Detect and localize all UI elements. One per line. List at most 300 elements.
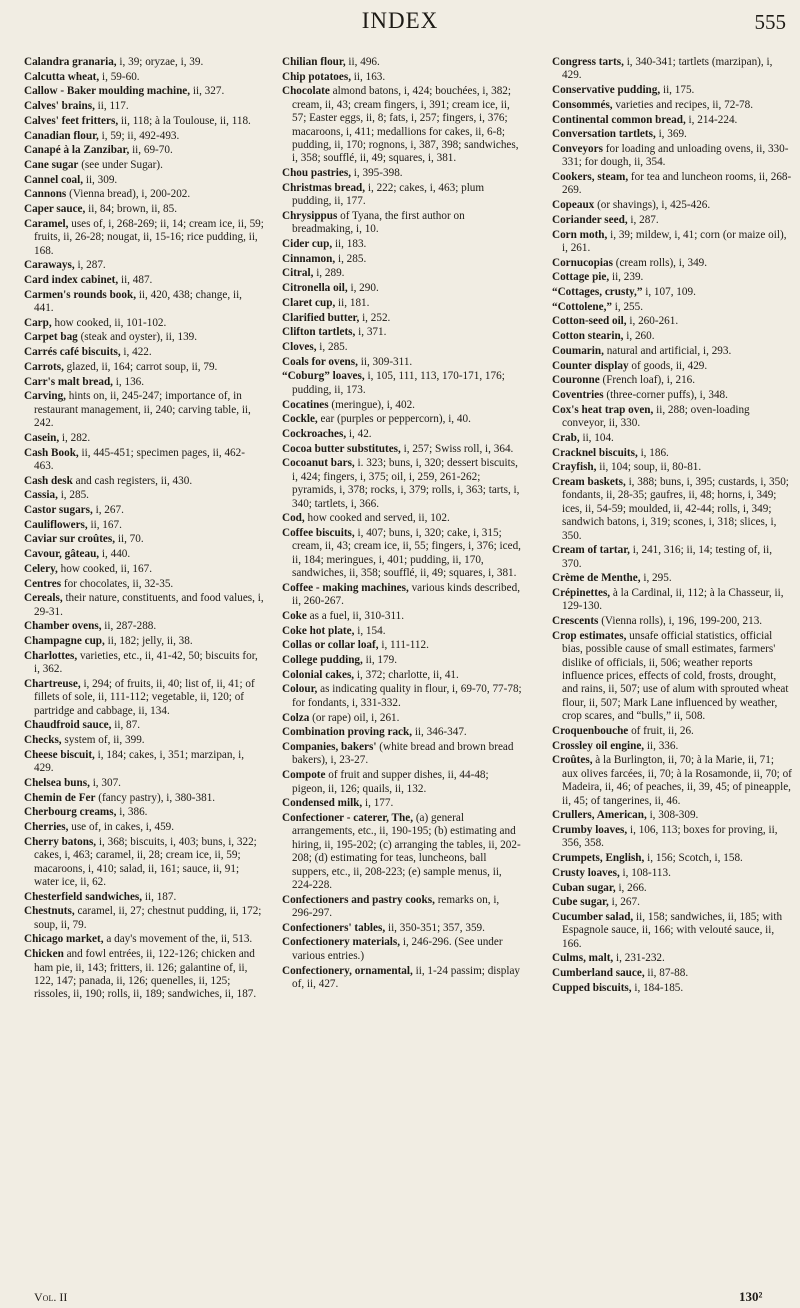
entry-headword: Colza bbox=[282, 711, 310, 724]
entry-references: ii, 179. bbox=[362, 654, 398, 667]
index-entry bbox=[282, 326, 522, 339]
entry-references: varieties and recipes, ii, 72-78. bbox=[612, 98, 754, 111]
index-entry bbox=[282, 167, 522, 180]
entry-headword: Cox's heat trap oven, bbox=[552, 403, 654, 416]
entry-headword: Chamber ovens, bbox=[24, 620, 102, 633]
index-entry bbox=[24, 130, 264, 143]
entry-references: for chocolates, ii, 32-35. bbox=[61, 577, 174, 590]
entry-headword: Cannons bbox=[24, 188, 67, 201]
index-entry bbox=[24, 100, 264, 113]
entry-references: of goods, ii, 429. bbox=[628, 359, 708, 372]
entry-references: i, 395-398. bbox=[351, 167, 403, 180]
entry-headword: Crayfish, bbox=[552, 461, 597, 474]
entry-headword: Coriander seed, bbox=[552, 213, 628, 226]
entry-references: (steak and oyster), ii, 139. bbox=[77, 331, 198, 344]
entry-references: of fruit and supper dishes, ii, 44-48; pigeon, ii, 126; quails, ii, 132. bbox=[292, 769, 489, 795]
entry-references: à la Burlington, ii, 70; à la Marie, ii, 71; aux olives farcées, ii, 70; à la Rosamonde, ii, 70; of Madeira, ii, 46; of peaches, ii, 39, 45; of pineapple, ii, 45; of tangerines, ii, 46. bbox=[562, 754, 792, 807]
index-entry bbox=[24, 563, 264, 576]
entry-headword: Chartreuse, bbox=[24, 677, 81, 690]
index-entry bbox=[552, 199, 792, 212]
index-entry bbox=[552, 301, 792, 314]
entry-references: ii, 104; soup, ii, 80-81. bbox=[596, 461, 702, 474]
index-entry bbox=[24, 361, 264, 374]
index-column-3 bbox=[552, 56, 792, 997]
entry-headword: Chesterfield sandwiches, bbox=[24, 890, 143, 903]
entry-headword: Calves' brains, bbox=[24, 100, 95, 113]
entry-headword: Celery, bbox=[24, 562, 58, 575]
index-entry bbox=[552, 128, 792, 141]
index-entry bbox=[24, 203, 264, 216]
index-entry bbox=[24, 620, 264, 633]
entry-headword: Chilian flour, bbox=[282, 56, 346, 68]
index-entry bbox=[24, 905, 264, 932]
index-entry bbox=[24, 218, 264, 258]
entry-headword: Coumarin, bbox=[552, 344, 604, 357]
index-entry bbox=[282, 639, 522, 652]
entry-headword: Coffee - making machines, bbox=[282, 581, 409, 594]
index-entry bbox=[282, 582, 522, 609]
entry-headword: Confectioners and pastry cooks, bbox=[282, 893, 435, 906]
index-entry bbox=[282, 625, 522, 638]
index-entry bbox=[24, 836, 264, 890]
entry-headword: Caviar sur croûtes, bbox=[24, 533, 116, 546]
index-entry bbox=[552, 911, 792, 951]
entry-headword: Cumberland sauce, bbox=[552, 967, 645, 980]
entry-headword: Companies, bakers' bbox=[282, 741, 377, 753]
entry-headword: Carp, bbox=[24, 316, 52, 329]
index-entry bbox=[552, 286, 792, 299]
entry-references: ii, 84; brown, ii, 85. bbox=[85, 203, 178, 216]
entry-references: i, 136. bbox=[112, 375, 145, 388]
index-entry bbox=[24, 115, 264, 128]
entry-headword: Carrés café biscuits, bbox=[24, 346, 121, 359]
index-entry bbox=[24, 678, 264, 718]
index-entry bbox=[24, 144, 264, 157]
entry-references: ii, 420, 438; change, ii, 441. bbox=[34, 288, 242, 315]
index-entry bbox=[24, 792, 264, 805]
entry-headword: Chrysippus bbox=[282, 209, 338, 222]
index-entry bbox=[24, 376, 264, 389]
entry-references: ii, 183. bbox=[332, 238, 367, 251]
entry-references: (see under Sugar). bbox=[78, 158, 163, 171]
entry-references: ii, 1-24 passim; display of, ii, 427. bbox=[292, 964, 521, 990]
entry-headword: Chaudfroid sauce, bbox=[24, 719, 112, 732]
entry-references: i, 241, 316; ii, 14; testing of, ii, 370. bbox=[562, 544, 773, 570]
entry-references: i, 222; cakes, i, 463; plum pudding, ii, 177. bbox=[292, 181, 485, 208]
index-entry bbox=[24, 390, 264, 430]
entry-references: ii, 487. bbox=[118, 273, 153, 286]
index-entry bbox=[552, 952, 792, 965]
entry-headword: “Cottolene,” bbox=[552, 300, 612, 313]
entry-headword: Culms, malt, bbox=[552, 952, 614, 965]
entry-headword: Cannel coal, bbox=[24, 173, 84, 186]
entry-references: i, 407; buns, i, 320; cake, i, 315; cream, ii, 43; cream ice, ii, 55; fingers, i, 376; iced, ii, 184; meringues, i, 401; pudding, ii, 170, sandwiches, ii, 358; soufflé, ii, 49; squares, i, 381. bbox=[292, 526, 521, 580]
entry-references: uses of, i, 268-269; ii, 14; cream ice, ii, 59; fruits, ii, 26-28; nougat, ii, 15-16; rice pudding, ii, 168. bbox=[34, 217, 264, 257]
entry-references: i, 388; buns, i, 395; custards, i, 350; fondants, ii, 28-35; gaufres, ii, 48; horns, i, 349; ices, ii, 54-59; moulded, ii, 42-44; rolls, i, 349; sandwich batons, i, 319; scones, i, 318; slices, i, 350. bbox=[562, 475, 789, 542]
entry-references: ii, 104. bbox=[579, 431, 614, 444]
entry-references: system of, ii, 399. bbox=[61, 734, 145, 747]
index-entry bbox=[24, 891, 264, 904]
index-entry bbox=[24, 174, 264, 187]
entry-headword: Charlottes, bbox=[24, 649, 78, 662]
index-entry bbox=[24, 777, 264, 790]
entry-headword: Cockroaches, bbox=[282, 427, 347, 440]
entry-headword: Carr's malt bread, bbox=[24, 375, 113, 388]
entry-headword: Chicago market, bbox=[24, 933, 104, 946]
entry-references: as indicating quality in flour, i, 69-70, 77-78; for fondants, i, 331-332. bbox=[292, 683, 522, 709]
entry-headword: Crab, bbox=[552, 431, 580, 444]
index-entry bbox=[24, 548, 264, 561]
entry-headword: Cotton stearin, bbox=[552, 330, 624, 343]
entry-references: à la Cardinal, ii, 112; à la Chasseur, ii, 129-130. bbox=[562, 587, 784, 613]
entry-headword: Cracknel biscuits, bbox=[552, 446, 638, 459]
index-entry bbox=[282, 741, 522, 768]
entry-headword: Checks, bbox=[24, 734, 62, 747]
index-entry bbox=[552, 171, 792, 198]
index-entry bbox=[552, 447, 792, 460]
index-entry bbox=[24, 56, 264, 69]
entry-references: i, 386. bbox=[116, 806, 148, 819]
entry-headword: Centres bbox=[24, 577, 62, 590]
entry-references: of Tyana, the first author on breadmaking, i, 10. bbox=[292, 209, 465, 236]
index-entry bbox=[552, 476, 792, 543]
index-entry bbox=[282, 210, 522, 237]
index-entry bbox=[282, 512, 522, 525]
entry-headword: Casein, bbox=[24, 431, 60, 444]
entry-headword: Colonial cakes, bbox=[282, 668, 355, 681]
entry-references: ii, 327. bbox=[190, 85, 225, 98]
entry-headword: Caraways, bbox=[24, 259, 75, 272]
entry-references: (cream rolls), i, 349. bbox=[612, 256, 708, 269]
entry-references: ii, 163. bbox=[351, 70, 386, 83]
entry-references: i, 252. bbox=[359, 311, 391, 324]
index-column-1 bbox=[24, 56, 264, 1003]
entry-headword: Citral, bbox=[282, 267, 314, 280]
entry-headword: Coventries bbox=[552, 388, 604, 401]
entry-references: i, 39; mildew, i, 41; corn (or maize oil), i, 261. bbox=[562, 228, 787, 254]
index-entry bbox=[552, 852, 792, 865]
entry-references: i, 260-261. bbox=[626, 315, 679, 328]
entry-headword: Cane sugar bbox=[24, 158, 79, 171]
entry-references: i, 154. bbox=[354, 624, 386, 637]
entry-references: (French loaf), i, 216. bbox=[599, 374, 696, 387]
entry-references: ii, 309-311. bbox=[357, 355, 413, 368]
index-entry bbox=[24, 274, 264, 287]
entry-references: ii, 181. bbox=[335, 296, 370, 309]
entry-references: i, 295. bbox=[640, 572, 672, 585]
entry-references: ii, 336. bbox=[644, 739, 679, 752]
entry-headword: Cocoa butter substitutes, bbox=[282, 442, 401, 455]
entry-headword: Cupped biscuits, bbox=[552, 981, 632, 994]
entry-headword: Chemin de Fer bbox=[24, 791, 96, 804]
index-entry bbox=[24, 432, 264, 445]
index-entry bbox=[282, 85, 522, 165]
index-entry bbox=[282, 56, 522, 69]
entry-headword: Croquenbouche bbox=[552, 725, 629, 737]
entry-references: ii, 167. bbox=[87, 518, 122, 531]
signature-mark: 130² bbox=[739, 1289, 763, 1304]
entry-references: i, 294; of fruits, ii, 40; list of, ii, 41; of fillets of sole, ii, 111-112; vegetable, ii, 120; of partridge and cabbage, ii, 134. bbox=[34, 677, 255, 717]
index-entry bbox=[552, 896, 792, 909]
index-entry bbox=[282, 182, 522, 209]
index-entry bbox=[552, 725, 792, 738]
entry-headword: Confectioner - caterer, The, bbox=[282, 811, 414, 824]
entry-references: i, 184-185. bbox=[631, 981, 684, 994]
index-entry bbox=[24, 806, 264, 819]
index-entry bbox=[24, 533, 264, 546]
index-entry bbox=[282, 936, 522, 963]
index-entry bbox=[282, 610, 522, 623]
entry-headword: Cherbourg creams, bbox=[24, 806, 117, 819]
index-entry bbox=[282, 341, 522, 354]
index-entry bbox=[552, 404, 792, 431]
entry-headword: Confectionery materials, bbox=[282, 936, 401, 949]
index-entry bbox=[552, 882, 792, 895]
entry-headword: Crème de Menthe, bbox=[552, 572, 641, 585]
index-entry bbox=[24, 734, 264, 747]
entry-headword: Conversation tartlets, bbox=[552, 128, 656, 141]
entry-headword: “Coburg” loaves, bbox=[282, 370, 365, 383]
volume-label: Vol. II bbox=[34, 1290, 68, 1304]
index-entry bbox=[552, 544, 792, 571]
entry-headword: Cassia, bbox=[24, 489, 58, 502]
entry-headword: Cream of tartar, bbox=[552, 544, 630, 557]
entry-headword: Collas or collar loaf, bbox=[282, 639, 379, 652]
entry-headword: Cocoanut bars, bbox=[282, 457, 355, 470]
entry-references: i, 42. bbox=[346, 427, 372, 440]
entry-references: ii, 175. bbox=[660, 84, 695, 97]
entry-headword: Crop estimates, bbox=[552, 629, 627, 642]
entry-references: i, 289. bbox=[313, 267, 345, 280]
entry-references: i, 285. bbox=[57, 489, 89, 502]
entry-references: i, 260. bbox=[623, 330, 655, 343]
entry-references: ii, 496. bbox=[345, 56, 380, 68]
entry-headword: Calcutta wheat, bbox=[24, 70, 100, 83]
entry-references: ii, 87-88. bbox=[644, 967, 689, 980]
entry-headword: Canapé à la Zanzibar, bbox=[24, 144, 130, 157]
entry-references: ii, 346-347. bbox=[412, 726, 467, 739]
index-entry bbox=[24, 578, 264, 591]
index-columns bbox=[24, 56, 792, 1301]
entry-headword: Combination proving rack, bbox=[282, 726, 413, 739]
index-entry bbox=[24, 504, 264, 517]
entry-headword: Cider cup, bbox=[282, 238, 333, 251]
index-entry bbox=[552, 824, 792, 851]
entry-references: ii, 287-288. bbox=[101, 620, 157, 633]
index-entry bbox=[552, 461, 792, 474]
entry-headword: Calves' feet fritters, bbox=[24, 114, 119, 127]
index-entry bbox=[282, 894, 522, 921]
entry-references: ii, 69-70. bbox=[129, 144, 173, 157]
entry-references: ii, 445-451; specimen pages, ii, 462-463. bbox=[34, 446, 245, 472]
index-entry bbox=[282, 527, 522, 581]
index-entry bbox=[552, 754, 792, 808]
entry-references: of fruit, ii, 26. bbox=[628, 725, 694, 737]
entry-headword: Christmas bread, bbox=[282, 181, 366, 194]
entry-headword: Congress tarts, bbox=[552, 56, 624, 68]
index-entry bbox=[282, 812, 522, 892]
entry-headword: Cherries, bbox=[24, 821, 69, 833]
index-entry bbox=[552, 315, 792, 328]
entry-references: i, 214-224. bbox=[685, 113, 738, 126]
index-entry bbox=[24, 933, 264, 946]
entry-references: i, 105, 111, 113, 170-171, 176; pudding, ii, 173. bbox=[292, 370, 505, 396]
entry-headword: Compote bbox=[282, 769, 326, 782]
entry-headword: Chocolate bbox=[282, 85, 330, 98]
entry-references: how cooked and served, ii, 102. bbox=[304, 512, 450, 525]
entry-headword: Cube sugar, bbox=[552, 896, 609, 909]
index-entry bbox=[282, 71, 522, 84]
entry-headword: “Cottages, crusty,” bbox=[552, 286, 643, 299]
index-entry bbox=[24, 331, 264, 344]
index-entry bbox=[282, 965, 522, 992]
index-entry bbox=[282, 922, 522, 935]
entry-headword: Carving, bbox=[24, 390, 66, 403]
entry-references: (a) general arrangements, etc., ii, 190-195; (b) estimating and hiring, ii, 195-202; (c) arranging the tables, ii, 202-208; (d) estimating for teas, luncheons, ball suppers, etc., ii, 208-223; (e) sample menus, ii, 224-228. bbox=[292, 811, 521, 891]
index-entry bbox=[552, 374, 792, 387]
index-entry bbox=[282, 769, 522, 796]
index-entry bbox=[282, 297, 522, 310]
entry-references: and fowl entrées, ii, 122-126; chicken and ham pie, ii, 143; fritters, ii. 126; galantine of, ii, 122, 147; panada, ii, 126; quenelles, ii, 125; rissoles, ii, 190; rolls, ii, 189; sandwiches, ii, 187. bbox=[34, 948, 257, 1001]
entry-headword: Carmen's rounds book, bbox=[24, 288, 137, 301]
entry-references: (white bread and brown bread bakers), i, 23-27. bbox=[292, 741, 514, 767]
index-entry bbox=[24, 447, 264, 474]
index-entry bbox=[552, 271, 792, 284]
entry-references: almond batons, i, 424; bouchées, i, 382; cream, ii, 43; cream fingers, i, 391; cream ice, ii, 57; Easter eggs, ii, 8; fats, i, 257; fingers, i, 376; macaroons, i, 411; medallions for cakes, ii, 6-8; pudding, ii, 170; rognons, i, 387, 398; sandwiches, i, 358; soufflé, ii, 49; squares, i, 381. bbox=[292, 85, 519, 165]
page-header bbox=[0, 8, 800, 48]
index-entry bbox=[282, 669, 522, 682]
index-entry bbox=[552, 345, 792, 358]
index-entry bbox=[24, 317, 264, 330]
index-entry bbox=[552, 389, 792, 402]
index-entry bbox=[552, 143, 792, 170]
entry-references: ii, 350-351; 357, 359. bbox=[385, 921, 485, 934]
entry-headword: Cuban sugar, bbox=[552, 881, 616, 894]
entry-references: how cooked, ii, 101-102. bbox=[51, 316, 167, 329]
entry-references: i, 340-341; tartlets (marzipan), i, 429. bbox=[562, 56, 773, 82]
entry-references: i. 323; buns, i, 320; dessert biscuits, i, 424; fingers, i, 375; oil, i, 259, 261-262; pyramids, i, 378; rocks, i, 379; rolls, i, 363; tarts, i, 340; tartlets, i, 366. bbox=[292, 457, 520, 510]
entry-references: a day's movement of the, ii, 513. bbox=[103, 933, 253, 946]
entry-references: i, 290. bbox=[347, 282, 379, 295]
entry-references: how cooked, ii, 167. bbox=[57, 562, 153, 575]
entry-references: ii, 239. bbox=[609, 271, 644, 284]
entry-headword: Confectioners' tables, bbox=[282, 921, 386, 934]
index-entry bbox=[552, 257, 792, 270]
entry-references: (Vienna rolls), i, 196, 199-200, 213. bbox=[598, 615, 763, 628]
entry-headword: Carpet bag bbox=[24, 331, 78, 344]
index-entry bbox=[552, 982, 792, 995]
index-entry bbox=[552, 56, 792, 83]
entry-references: i, 368; biscuits, i, 403; buns, i, 322; cakes, i, 463; caramel, ii, 28; cream ice, ii, 59; macaroons, i, 410; salad, ii, 161; sauce, ii, 91; water ice, ii, 62. bbox=[34, 835, 257, 888]
index-entry bbox=[552, 229, 792, 256]
entry-references: ii, 158; sandwiches, ii, 185; with Espagnole sauce, ii, 166; with velouté sauce, ii, 166. bbox=[562, 910, 783, 950]
entry-headword: College pudding, bbox=[282, 654, 363, 667]
entry-references: i, 156; Scotch, i, 158. bbox=[644, 852, 743, 865]
entry-headword: Colour, bbox=[282, 683, 318, 696]
index-entry bbox=[24, 475, 264, 488]
entry-headword: Cotton-seed oil, bbox=[552, 315, 627, 328]
entry-references: ii, 118; à la Toulouse, ii, 118. bbox=[118, 114, 251, 127]
entry-headword: Card index cabinet, bbox=[24, 273, 119, 286]
entry-headword: Cheese biscuit, bbox=[24, 748, 95, 761]
index-entry bbox=[282, 253, 522, 266]
index-entry bbox=[552, 809, 792, 822]
entry-headword: Caramel, bbox=[24, 217, 69, 230]
entry-headword: Cod, bbox=[282, 512, 305, 525]
index-entry bbox=[552, 867, 792, 880]
index-entry bbox=[282, 413, 522, 426]
entry-references: ii, 117. bbox=[94, 100, 129, 113]
index-entry bbox=[282, 683, 522, 710]
index-entry bbox=[24, 650, 264, 677]
index-entry bbox=[24, 635, 264, 648]
entry-headword: Canadian flour, bbox=[24, 129, 99, 142]
entry-references: as a fuel, ii, 310-311. bbox=[306, 609, 405, 622]
entry-headword: Chestnuts, bbox=[24, 905, 75, 918]
entry-references: i, 255. bbox=[611, 300, 644, 313]
page-number: 555 bbox=[754, 10, 786, 34]
entry-headword: Chou pastries, bbox=[282, 167, 351, 180]
entry-references: ear (purples or peppercorn), i, 40. bbox=[317, 413, 471, 426]
entry-references: i, 287. bbox=[627, 213, 659, 226]
entry-headword: Counter display bbox=[552, 359, 629, 372]
entry-references: i, 267. bbox=[92, 504, 124, 517]
entry-references: i, 39; oryzae, i, 39. bbox=[116, 56, 204, 68]
entry-headword: Consommés, bbox=[552, 98, 613, 111]
index-entry bbox=[552, 84, 792, 97]
index-entry bbox=[282, 712, 522, 725]
entry-references: various kinds described, ii, 260-267. bbox=[292, 581, 521, 608]
index-entry bbox=[282, 370, 522, 397]
entry-headword: Chip potatoes, bbox=[282, 70, 351, 83]
entry-headword: Clifton tartlets, bbox=[282, 326, 356, 339]
entry-headword: Cloves, bbox=[282, 340, 317, 353]
entry-references: ii, 309. bbox=[83, 173, 118, 186]
entry-references: natural and artificial, i, 293. bbox=[603, 344, 732, 357]
entry-references: i, 266. bbox=[615, 881, 647, 894]
entry-references: i, 111-112. bbox=[378, 639, 429, 652]
entry-headword: Crépinettes, bbox=[552, 587, 611, 600]
entry-headword: Croûtes, bbox=[552, 754, 593, 767]
entry-headword: Crescents bbox=[552, 615, 599, 628]
entry-references: varieties, etc., ii, 41-42, 50; biscuits for, i, 362. bbox=[34, 649, 258, 676]
entry-references: unsafe official statistics, official bias, possible cause of small estimates, farmers' dislike of officials, ii, 506; weather reports influence prices, effects of cold, frosts, drought, and rains, ii, 507; use of alum with sprouted wheat flour, ii, 507; Mark Lane influenced by weather, crop scares, and “bulls,” ii, 508. bbox=[562, 629, 789, 723]
entry-headword: Condensed milk, bbox=[282, 797, 363, 810]
entry-headword: Cash Book, bbox=[24, 446, 79, 459]
entry-headword: Cocatines bbox=[282, 398, 329, 411]
index-entry bbox=[552, 630, 792, 724]
entry-references: i, 59-60. bbox=[99, 70, 140, 83]
entry-references: i, 371. bbox=[355, 326, 387, 339]
entry-references: and cash registers, ii, 430. bbox=[72, 474, 193, 487]
index-entry bbox=[552, 615, 792, 628]
index-entry bbox=[282, 654, 522, 667]
entry-headword: Castor sugars, bbox=[24, 504, 93, 517]
index-entry bbox=[282, 797, 522, 810]
index-entry bbox=[282, 356, 522, 369]
index-entry bbox=[552, 214, 792, 227]
entry-headword: Cookers, steam, bbox=[552, 171, 629, 184]
entry-references: ii, 182; jelly, ii, 38. bbox=[104, 635, 193, 648]
entry-references: i, 107, 109. bbox=[642, 286, 696, 299]
entry-headword: Coffee biscuits, bbox=[282, 526, 355, 539]
index-entry bbox=[24, 85, 264, 98]
entry-references: i, 422. bbox=[120, 346, 152, 359]
entry-headword: Cornucopias bbox=[552, 256, 613, 269]
index-entry bbox=[24, 346, 264, 359]
entry-references: i, 108-113. bbox=[619, 866, 671, 879]
entry-references: (three-corner puffs), i, 348. bbox=[603, 388, 728, 401]
